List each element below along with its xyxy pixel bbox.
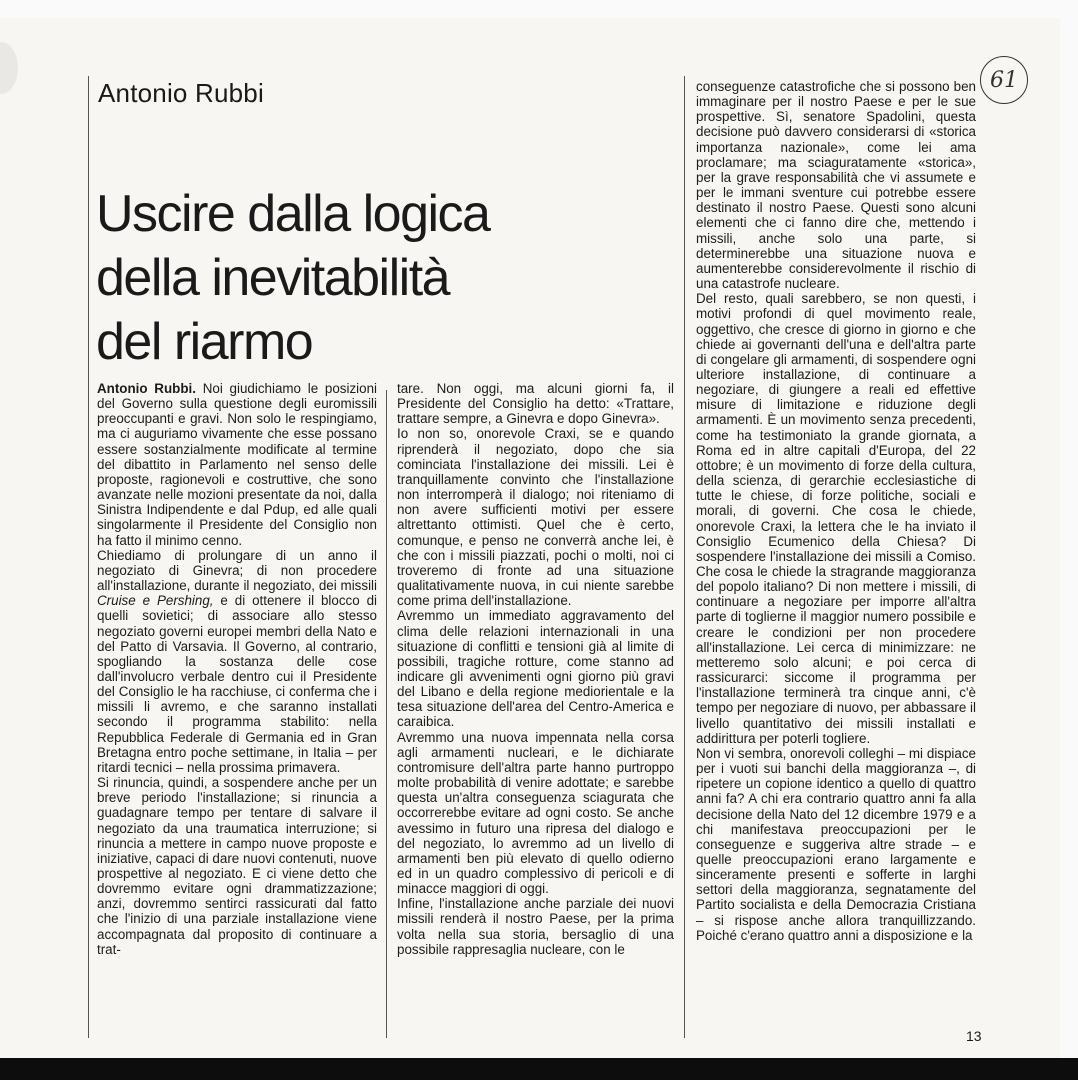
paragraph-text: Chiediamo di prolungare di un anno il negoziato di Ginevra; di non procedere all'installazione, durante il negoziato, dei missili — [97, 547, 377, 594]
paragraph: tare. Non oggi, ma alcuni giorni fa, il Presidente del Consiglio ha detto: «Trattare, trattare sempre, a Ginevra e dopo Ginevra». — [397, 381, 674, 427]
paragraph: conseguenze catastrofiche che si possono ben immaginare per il nostro Paese e per le sue prospettive. Sì, senatore Spadolini, questa decisione può davvero considerarsi di «storica importanza nazionale», come lei ama proclamare; ma sciaguratamente «storica», per la grave responsabilità che vi assumete e per le immani sventure cui potrebbe essere destinato il nostro Paese. Questi sono alcuni elementi che ci fanno dire che, mettendo i missili, anche solo una parte, si determinerebbe una situazione nuova e aumenterebbe considerevolmente il rischio di una catastrofe nucleare. — [696, 79, 976, 292]
column-rule-middle — [386, 390, 387, 1038]
paragraph: Si rinuncia, quindi, a sospendere anche per un breve periodo l'installazione; si rinuncia a guadagnare tempo per tentare di salvare il negoziato da una traumatica interruzione; si rinuncia a mettere in campo nuove proposte e iniziative, capaci di dare nuovi contenuti, nuove prospettive al negoziato. E ci viene detto che dovremmo evitare ogni drammatizzazione; anzi, dovremmo sentirci rassicurati dal fatto che l'inizio di una parziale installazione viene accompagnata dal proposito di continuare a trat- — [97, 775, 377, 957]
text-column-1 — [97, 381, 377, 957]
paragraph: Del resto, quali sarebbero, se non questi, i motivi profondi di quel movimento reale, oggettivo, che cresce di giorno in giorno e che chiede ai governanti dell'una e dell'altra parte di congelare gli armamenti, di sospendere ogni ulteriore installazione, di continuare a negoziare, di giungere a reali ed effettive misure di limitazione e riduzione degli armamenti. È un movimento senza precedenti, come ha testimoniato la grande giornata, a Roma ed in altre capitali d'Europa, del 22 ottobre; è un movimento di forze della cultura, della scienza, di gerarchie ecclesiastiche di tutte le chiese, di forze politiche, sociali e morali, di governi. Che cosa le chiede, onorevole Craxi, la lettera che le ha inviato il Consiglio Ecumenico della Chiesa? Di sospendere l'installazione dei missili a Comiso. Che cosa le chiede la stragrande maggioranza del popolo italiano? Di non mettere i missili, di continuare a negoziare per imporre all'altra parte di toglierne il maggior numero possibile e creare le condizioni per non procedere all'installazione. Lei cerca di minimizzare: ne metteremo solo alcuni; e poi cerca di rassicurarci: siccome il programma per l'installazione terminerà tra cinque anni, c'è tempo per negoziare di nuovo, per abbassare il livello quantitativo dei missili installati e addirittura per poterli togliere. — [696, 291, 976, 746]
column-rule-left — [88, 76, 89, 1038]
text-column-3 — [696, 79, 976, 943]
italic-text: Cruise e Pershing, — [97, 593, 214, 609]
title-line-3: del riarmo — [96, 313, 313, 371]
paragraph — [97, 548, 377, 775]
page-number: 13 — [966, 1028, 982, 1044]
text-column-2 — [397, 381, 674, 957]
paragraph: Avremmo una nuova impennata nella corsa agli armamenti nucleari, e le dichiarate contromisure dell'altra parte hanno purtroppo molte probabilità di venire adottate; e sarebbe questa un'altra conseguenza sciagurata che occorrerebbe evitare ad ogni costo. Se anche avessimo in futuro una ripresa del dialogo e del negoziato, lo avremmo ad un livello di armamenti ben più elevato di quello odierno ed in un quadro complessivo di pericoli e di minacce maggiori di oggi. — [397, 729, 674, 897]
scan-right-margin — [1060, 0, 1078, 1080]
title-line-1: Uscire dalla logica — [96, 185, 490, 243]
archive-stamp — [980, 56, 1028, 104]
scan-top-margin — [0, 0, 1078, 18]
paragraph-text: Noi giudichiamo le posizioni del Governo sulla questione degli euromissili preoccupanti e gravi. Non solo le respingiamo, ma ci auguriamo vivamente che esse possano essere sostanzialmente modificate al termine del dibattito in Parlamento nel senso delle proposte, ragionevoli e costruttive, che sono avanzate nelle mozioni presentate da noi, dalla Sinistra Indipendente e dal Pdup, ed alle quali singolarmente il Presidente del Consiglio non ha fatto il minimo cenno. — [97, 381, 377, 548]
stamp-number: 61 — [990, 67, 1018, 93]
scan-bottom-edge — [0, 1058, 1078, 1080]
paragraph: Infine, l'installazione anche parziale dei nuovi missili renderà il nostro Paese, per la prima volta nella sua storia, bersaglio di una possibile rappresaglia nucleare, con le — [397, 896, 674, 957]
paragraph: Io non so, onorevole Craxi, se e quando riprenderà il negoziato, dopo che sia cominciata l'installazione dei missili. Lei è tranquillamente convinto che l'installazione non interromperà il dialogo; noi riteniamo di non avere sufficienti motivi per essere altrettanto ottimisti. Quel che è certo, comunque, e penso ne converrà anche lei, è che con i missili piazzati, pochi o molti, noi ci troveremo di fronte ad una situazione qualitativamente nuova, in cui niente sarebbe come prima dell'installazione. — [397, 426, 674, 609]
paragraph: Avremmo un immediato aggravamento del clima delle relazioni internazionali in una situazione di conflitti e tensioni già al limite di possibili, tragiche rotture, come stanno ad indicare gli avvenimenti ogni giorno più gravi del Libano e della regione mediorientale e la tesa situazione dell'area del Centro-America e caraibica. — [397, 608, 674, 730]
paragraph — [97, 381, 377, 548]
paragraph: Non vi sembra, onorevoli colleghi – mi dispiace per i vuoti sui banchi della maggioranza –, di ripetere un copione identico a quello di quattro anni fa? A chi era contrario quattro anni fa alla decisione della Nato del 12 dicembre 1979 e a chi manifestava preoccupazioni per le conseguenze e suggeriva altre strade – e quelle preoccupazioni erano largamente e sinceramente presenti e sofferte in larghi settori della maggioranza, segnatamente del Partito socialista e della Democrazia Cristiana – si rispose anche allora tranquillizzando. Poiché c'erano quattro anni a disposizione e la — [696, 745, 976, 943]
speaker-name: Antonio Rubbi. — [97, 381, 196, 396]
binder-hole — [0, 42, 18, 94]
title-line-2: della inevitabilità — [96, 249, 450, 307]
column-rule-right — [684, 76, 685, 1038]
article-title — [96, 182, 536, 374]
paragraph-text: e di ottenere il blocco di quelli sovietici; di associare allo stesso negoziato governi europei membri della Nato e del Patto di Varsavia. Il Governo, al contrario, spogliando la sostanza delle cose dall'involucro verbale dentro cui il Presidente del Consiglio le ha racchiuse, ci conferma che i missili li avremo, e che saranno installati secondo il programma stabilito: nella Repubblica Federale di Germania ed in Gran Bretagna entro poche settimane, in Italia – per ritardi tecnici – nella prossima primavera. — [97, 593, 377, 775]
author-header: Antonio Rubbi — [98, 78, 264, 108]
